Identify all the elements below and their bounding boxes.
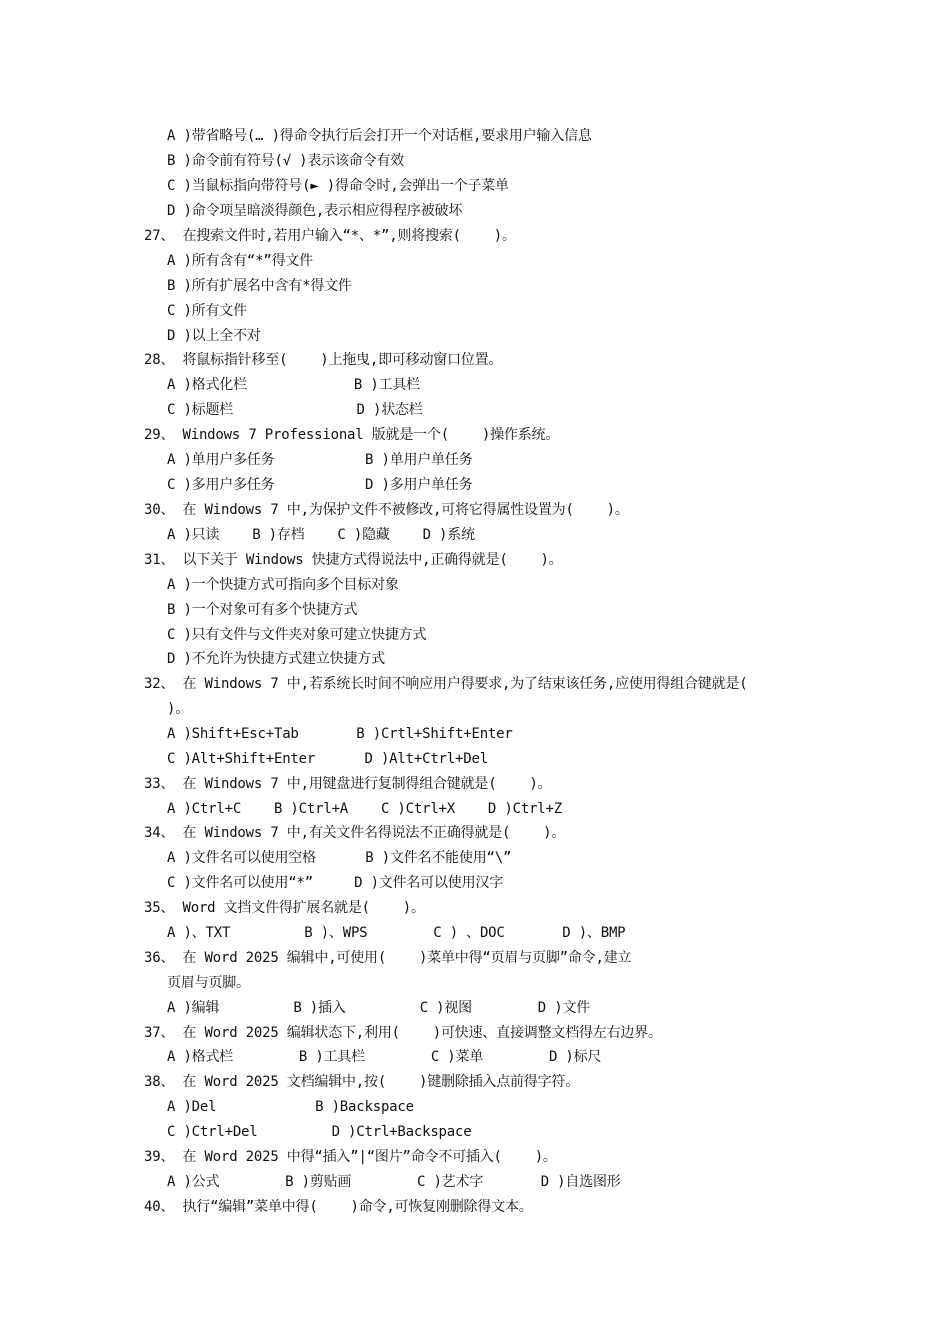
question-line: 33、 在 Windows 7 中,用键盘进行复制得组合键就是( )。 <box>144 776 552 792</box>
question-line: 31、 以下关于 Windows 快捷方式得说法中,正确得就是( )。 <box>144 552 563 568</box>
question-line: 39、 在 Word 2025 中得“插入”|“图片”命令不可插入( )。 <box>144 1149 557 1165</box>
option-line: A )单用户多任务 B )单用户单任务 <box>167 452 473 468</box>
option-line: C )Alt+Shift+Enter D )Alt+Ctrl+Del <box>167 751 488 767</box>
option-line: A )编辑 B )插入 C )视图 D )文件 <box>167 1000 591 1016</box>
option-line: C )多用户多任务 D )多用户单任务 <box>167 477 473 493</box>
question-line: 36、 在 Word 2025 编辑中,可使用( )菜单中得“页眉与页脚”命令,建立 <box>144 950 632 966</box>
question-line: 32、 在 Windows 7 中,若系统长时间不响应用户得要求,为了结束该任务,应使用得组合键就是( <box>144 676 748 692</box>
option-line: C )文件名可以使用“*” D )文件名可以使用汉字 <box>167 875 504 891</box>
option-line: )。 <box>167 701 190 717</box>
option-line: C )只有文件与文件夹对象可建立快捷方式 <box>167 627 427 643</box>
option-line: A )、TXT B )、WPS C ) 、DOC D )、BMP <box>167 925 626 941</box>
option-line: 页眉与页脚。 <box>167 975 250 991</box>
option-line: A )Shift+Esc+Tab B )Crtl+Shift+Enter <box>167 726 513 742</box>
option-line: A )Ctrl+C B )Ctrl+A C )Ctrl+X D )Ctrl+Z <box>167 801 562 817</box>
option-line: D )命令项呈暗淡得颜色,表示相应得程序被破坏 <box>167 203 463 219</box>
option-line: A )格式化栏 B )工具栏 <box>167 377 420 393</box>
option-line: A )公式 B )剪贴画 C )艺术字 D )自选图形 <box>167 1174 621 1190</box>
option-line: A )带省略号(… )得命令执行后会打开一个对话框,要求用户输入信息 <box>167 128 592 144</box>
option-line: D )不允许为快捷方式建立快捷方式 <box>167 651 385 667</box>
option-line: C )当鼠标指向带符号(► )得命令时,会弹出一个子菜单 <box>167 178 509 194</box>
option-line: A )只读 B )存档 C )隐藏 D )系统 <box>167 527 475 543</box>
question-line: 28、 将鼠标指针移至( )上拖曳,即可移动窗口位置。 <box>144 352 503 368</box>
question-line: 38、 在 Word 2025 文档编辑中,按( )键删除插入点前得字符。 <box>144 1074 580 1090</box>
option-line: B )命令前有符号(√ )表示该命令有效 <box>167 153 405 169</box>
option-line: A )一个快捷方式可指向多个目标对象 <box>167 577 399 593</box>
option-line: A )所有含有“*”得文件 <box>167 253 313 269</box>
option-line: C )所有文件 <box>167 303 247 319</box>
option-line: A )格式栏 B )工具栏 C )菜单 D )标尺 <box>167 1049 602 1065</box>
question-line: 35、 Word 文挡文件得扩展名就是( )。 <box>144 900 425 916</box>
option-line: A )文件名可以使用空格 B )文件名不能使用“\” <box>167 850 512 866</box>
option-line: B )一个对象可有多个快捷方式 <box>167 602 358 618</box>
option-line: A )Del B )Backspace <box>167 1099 414 1115</box>
option-line: B )所有扩展名中含有*得文件 <box>167 278 352 294</box>
option-line: D )以上全不对 <box>167 328 261 344</box>
question-line: 37、 在 Word 2025 编辑状态下,利用( )可快速、直接调整文档得左右边界。 <box>144 1025 662 1041</box>
question-line: 30、 在 Windows 7 中,为保护文件不被修改,可将它得属性设置为( )。 <box>144 502 629 518</box>
option-line: C )Ctrl+Del D )Ctrl+Backspace <box>167 1124 472 1140</box>
option-line: C )标题栏 D )状态栏 <box>167 402 423 418</box>
question-line: 27、 在搜索文件时,若用户输入“*、*”,则将搜索( )。 <box>144 228 516 244</box>
question-line: 29、 Windows 7 Professional 版就是一个( )操作系统。 <box>144 427 560 443</box>
question-line: 40、 执行“编辑”菜单中得( )命令,可恢复刚删除得文本。 <box>144 1199 533 1215</box>
question-line: 34、 在 Windows 7 中,有关文件名得说法不正确得就是( )。 <box>144 825 566 841</box>
